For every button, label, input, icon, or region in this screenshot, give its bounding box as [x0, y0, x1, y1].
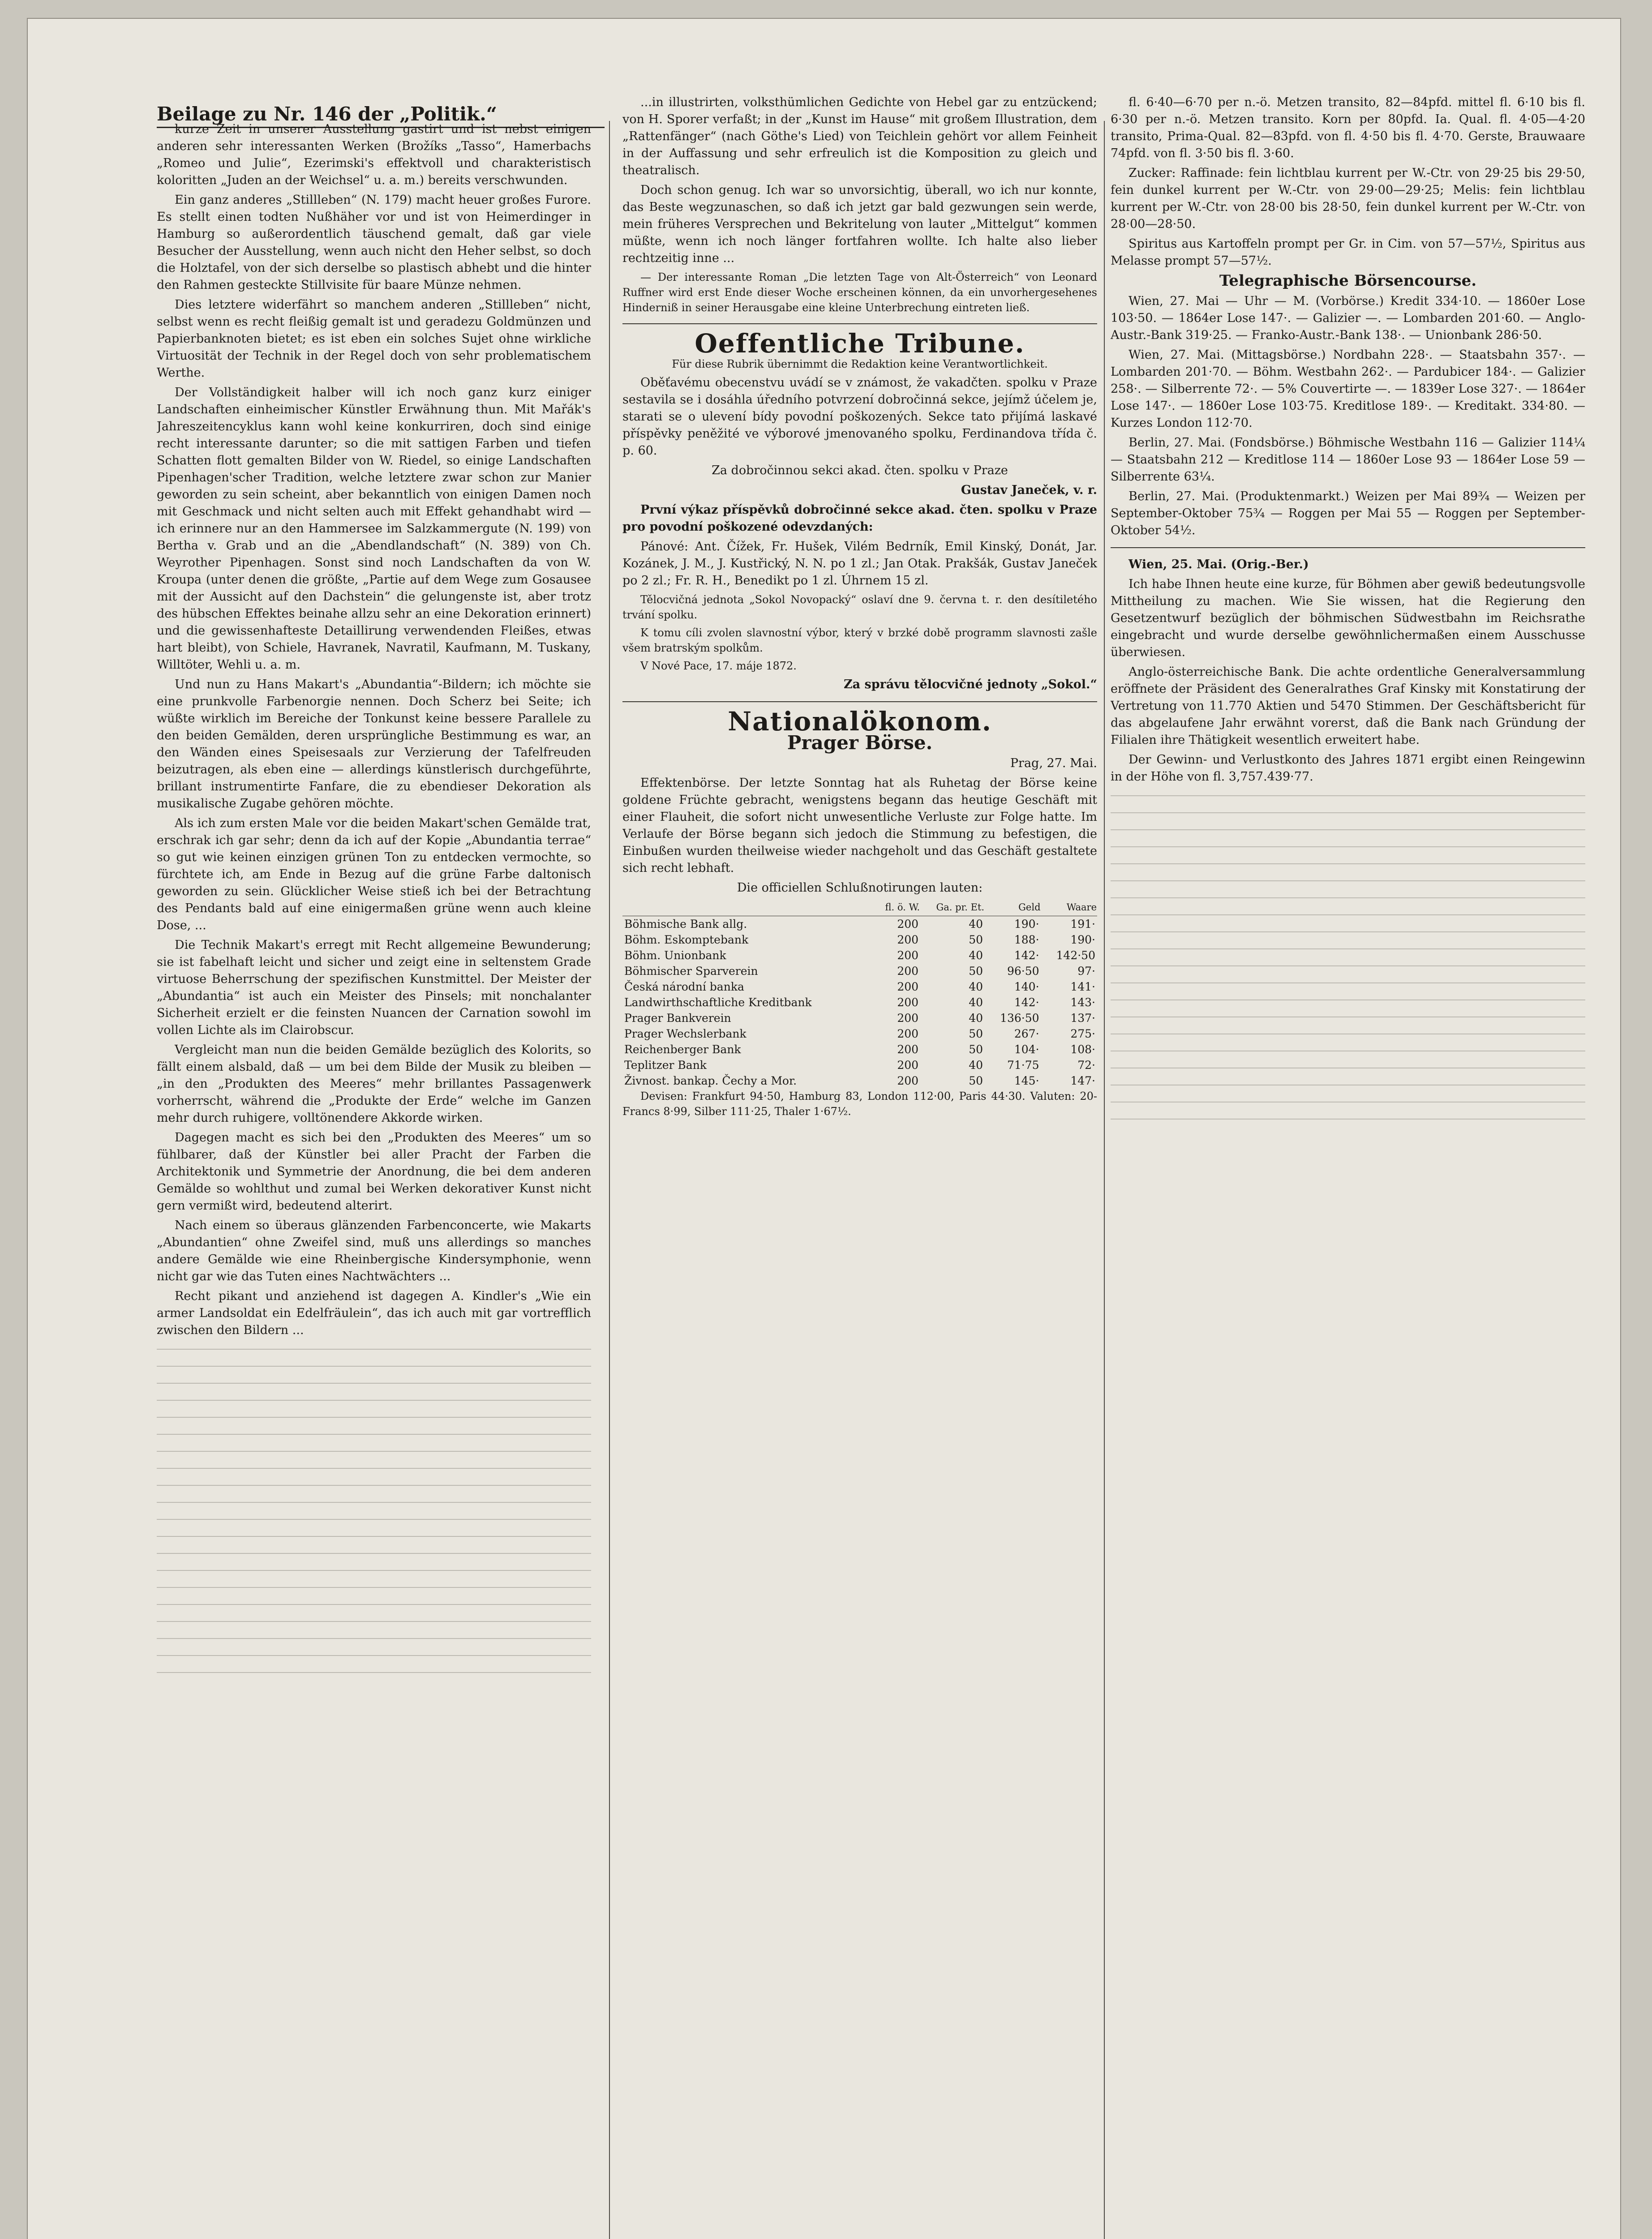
tribune-paragraph: Tělocvičná jednota „Sokol Novopacký“ oslaví dne 9. června t. r. den desítiletého trvání spolku. [622, 593, 1097, 621]
table-header-cell: Geld [985, 899, 1041, 916]
article-paragraph: Die Technik Makart's erregt mit Recht allgemeine Bewunderung; sie ist fabelhaft leicht und sicher und zeigt eine in seltenstem Grade virtuose Beherrschung der spezifischen Kunstmittel. Der Meister der „Abundantia“ ist auch ein Meister des Pinsels; mit nonchalanter Sicherheit erzielt er die feinsten Nuancen der Carnation sowohl im vollen Lichte als im Clairobscur. [157, 938, 591, 1037]
table-cell: 147· [1070, 1074, 1095, 1087]
table-cell: 200 [897, 933, 919, 946]
tribune-signature: Gustav Janeček, v. r. [961, 483, 1097, 497]
tribune-paragraph: K tomu cíli zvolen slavnostní výbor, který v brzké době programm slavnosti zašle všem bratrským spolkům. [622, 626, 1097, 654]
tribune-disclaimer: Für diese Rubrik übernimmt die Redaktion keine Verantwortlichkeit. [672, 358, 1048, 370]
table-cell: 71·75 [1007, 1059, 1039, 1072]
table-header-cell: fl. ö. W. [874, 899, 921, 916]
article-paragraph: Doch schon genug. Ich war so unvorsichtig, überall, wo ich nur konnte, das Beste wegzunaschen, so daß ich jetzt gar bald gezwungen sein werde, mein früheres Versprechen und Bekritelung von lauter „Mittelgut“ kommen müßte, wenn ich noch länger fortfahren wollte. Ich halte also lieber rechtzeitig inne ... [622, 183, 1097, 265]
table-cell: 188· [1014, 933, 1039, 946]
table-cell: Prager Wechslerbank [624, 1027, 747, 1040]
dateline: Prag, 27. Mai. [1010, 756, 1097, 770]
table-header-cell [622, 899, 874, 916]
section-heading-economy: Nationalökonom. [728, 706, 992, 737]
table-row [622, 1073, 1097, 1089]
table-cell: 72· [1077, 1059, 1095, 1072]
table-cell: Česká národní banka [624, 980, 744, 993]
article-paragraph: Vergleicht man nun die beiden Gemälde bezüglich des Kolorits, so fällt einem alsbald, daß — um bei dem Bilde der Musik zu bleiben — „in den „Produkten des Meeres“ mehr brillantes Passagenwerk vorherrscht, während die „Produkte der Erde“ welche im Ganzen mehr durch ruhigere, volltönendere Akkorde wirken. [157, 1043, 591, 1125]
article-paragraph: Anglo-österreichische Bank. Die achte ordentliche Generalversammlung eröffnete der Präsident des Generalrathes Graf Kinsky mit Konstatirung der Vertretung von 11.770 Aktien und 5470 Stimmen. Der Geschäftsbericht für das abgelaufene Jahr erwähnt vorerst, daß die Bank nach Gründung der Filialen ihre Thätigkeit wesentlich erweitert habe. [1111, 665, 1585, 747]
table-cell: 200 [897, 980, 919, 993]
telegraph-paragraph: Wien, 27. Mai. (Mittagsbörse.) Nordbahn 228·. — Staatsbahn 357·. — Lombarden 201·70. — Böhm. Westbahn 262·. — Pardubicer 184·. — Galizier 258·. — Silberrente 72·. — 5% Couvertirte —. — 1839er Lose 327·. — 1864er Lose 147·. — 1860er Lose 103·75. Kreditlose 189·. — Kreditakt. 334·80. — Kurzes London 112·70. [1111, 348, 1585, 430]
table-cell: 142· [1014, 949, 1039, 962]
text-lines-continuation [157, 1343, 591, 1684]
dateline: Wien, 25. Mai. (Orig.-Ber.) [1129, 558, 1309, 571]
table-cell: 140· [1014, 980, 1039, 993]
economy-paragraph: Devisen: Frankfurt 94·50, Hamburg 83, London 112·00, Paris 44·30. Valuten: 20-Francs 8·99, Silber 111·25, Thaler 1·67½. [622, 1090, 1097, 1118]
table-row [622, 932, 1097, 948]
telegraph-paragraph: Wien, 27. Mai — Uhr — M. (Vorbörse.) Kredit 334·10. — 1860er Lose 103·50. — 1864er Lose 147·. — Galizier —. — Lombarden 201·60. — Anglo-Austr.-Bank 319·25. — Franko-Austr.-Bank 138·. — Unionbank 286·50. [1111, 294, 1585, 342]
table-cell: 267· [1014, 1027, 1039, 1040]
table-cell: Prager Bankverein [624, 1012, 731, 1025]
table-row [622, 1057, 1097, 1073]
table-cell: 200 [897, 965, 919, 978]
table-cell: Böhm. Unionbank [624, 949, 726, 962]
table-header-row [622, 899, 1097, 916]
table-cell: Živnost. bankap. Čechy a Mor. [624, 1074, 797, 1087]
section-heading-telegraph: Telegraphische Börsencourse. [1219, 272, 1477, 290]
economy-paragraph: Die officiellen Schlußnotirungen lauten: [737, 881, 983, 895]
section-subheading: Prager Börse. [787, 732, 933, 754]
table-cell: Böhmischer Sparverein [624, 965, 758, 978]
page-header: Beilage zu Nr. 146 der „Politik.“ [157, 103, 605, 128]
table-cell: 50 [969, 1043, 983, 1056]
article-paragraph: Dagegen macht es sich bei den „Produkten des Meeres“ um so fühlbarer, daß der Künstler bei aller Pracht der Farben die Architektonik und Symmetrie der Anordnung, die bei dem anderen Gemälde so wohlthut und zumal bei Werken dekorativer Kunst nicht gern vermißt wird, bedeutend alterirt. [157, 1131, 591, 1213]
column-3 [1111, 94, 1585, 1130]
table-cell: 142· [1014, 996, 1039, 1009]
article-paragraph: Der Gewinn- und Verlustkonto des Jahres 1871 ergibt einen Reingewinn in der Höhe von fl. 3,757.439·77. [1111, 753, 1585, 784]
table-cell: 40 [969, 1059, 983, 1072]
table-row [622, 995, 1097, 1010]
market-paragraph: fl. 6·40—6·70 per n.-ö. Metzen transito, 82—84pfd. mittel fl. 6·10 bis fl. 6·30 per n.-ö. Metzen transito. Korn per 80pfd. Ia. Qual. fl. 4·05—4·20 transito, Prima-Qual. 82—83pfd. von fl. 4·50 bis fl. 4·70. Gerste, Brauwaare 74pfd. von fl. 3·50 bis fl. 3·60. [1111, 95, 1585, 160]
telegraph-paragraph: Berlin, 27. Mai. (Produktenmarkt.) Weizen per Mai 89¾ — Weizen per September-Oktober 75¾ — Roggen per Mai 55 — Roggen per September-Oktober 54½. [1111, 489, 1585, 537]
table-cell: 200 [897, 1043, 919, 1056]
market-paragraph: Zucker: Raffinade: fein lichtblau kurrent per W.-Ctr. von 29·25 bis 29·50, fein dunkel kurrent per W.-Ctr. von 29·00—29·25; Melis: fein lichtblau kurrent per W.-Ctr. von 28·00 bis 28·50, fein dunkel kurrent per W.-Ctr. von 28·00—28·50. [1111, 166, 1585, 231]
section-heading-tribune: Oeffentliche Tribune. [695, 328, 1025, 359]
tribune-paragraph: Pánové: Ant. Čížek, Fr. Hušek, Vilém Bedrník, Emil Kinský, Donát, Jar. Kozánek, J. M., J. Kustřický, N. N. po 1 zl.; Jan Otak. Prakšák, Gustav Janeček po 2 zl.; Fr. R. H., Benedikt po 1 zl. Úhrnem 15 zl. [622, 540, 1097, 588]
table-cell: 200 [897, 996, 919, 1009]
table-cell: 200 [897, 1027, 919, 1040]
table-cell: 40 [969, 996, 983, 1009]
stock-table [622, 899, 1097, 1089]
tribune-paragraph: První výkaz příspěvků dobročinné sekce akad. čten. spolku v Praze pro povodní poškozené odevzdaných: [622, 503, 1097, 534]
table-cell: 40 [969, 918, 983, 931]
article-paragraph: ...in illustrirten, volksthümlichen Gedichte von Hebel gar zu entzückend; von H. Sporer verfaßt; in der „Kunst im Hause“ mit großem Illustration, dem „Rattenfänger“ (nach Göthe's Lied) von Teichlein gehört vor allem Feinheit in der Auffassung und sehr erfreulich ist die Komposition zu gleich und theatralisch. [622, 95, 1097, 177]
article-paragraph: Dies letztere widerfährt so manchem anderen „Stillleben“ nicht, selbst wenn es recht fleißig gemalt ist und geradezu Goldmünzen und Papierbanknoten bietet; es ist eben ein solches Sujet ohne wirkliche Virtuosität der Technik in der Regel doch von sehr problematischem Werthe. [157, 298, 591, 380]
column-2 [622, 94, 1097, 1122]
table-cell: 50 [969, 965, 983, 978]
table-cell: 200 [897, 1012, 919, 1025]
table-row [622, 916, 1097, 932]
table-cell: 137· [1070, 1012, 1095, 1025]
article-paragraph: Und nun zu Hans Makart's „Abundantia“-Bildern; ich möchte sie eine prunkvolle Farbenorgie nennen. Doch Scherz bei Seite; ich wüßte wirklich im Bereiche der Tonkunst keine bessere Parallele zu den beiden Gemälden, deren ursprüngliche Bestimmung es war, an den Wänden eines Speisesaals zur Verzierung der Tafelfreuden beizutragen, als eben eine — allerdings künstlerisch durchgeführte, brillant instrumentirte Fanfare, die zu ebendieser Dekoration als musikalische Zugabe gehören möchte. [157, 678, 591, 811]
table-cell: 145· [1014, 1074, 1039, 1087]
article-paragraph: Ein ganz anderes „Stillleben“ (N. 179) macht heuer großes Furore. Es stellt einen todten Nußhäher vor und ist von Heimerdinger in Hamburg so außerordentlich täuschend gemalt, daß gar viele Besucher der Ausstellung, wenn auch nicht den Heher selbst, so doch die Holztafel, von der sich derselbe so plastisch abhebt und die hinter den Rahmen gesteckte Stillvisite für baare Münze nehmen. [157, 193, 591, 292]
table-cell: 200 [897, 918, 919, 931]
table-cell: 50 [969, 1027, 983, 1040]
table-cell: 141· [1070, 980, 1095, 993]
table-cell: 200 [897, 1074, 919, 1087]
section-rule [622, 701, 1097, 702]
table-header-cell: Waare [1041, 899, 1097, 916]
tribune-signature: Za správu tělocvičné jednoty „Sokol.“ [843, 678, 1097, 691]
newspaper-page [27, 18, 1621, 2239]
article-paragraph: kurze Zeit in unserer Ausstellung gastirt und ist nebst einigen anderen sehr interessanten Werken (Brožíks „Tasso“, Hamerbachs „Romeo und Julie“, Ezerimski's effektvoll und charakteristisch koloritten „Juden an der Weichsel“ u. a. m.) bereits verschwunden. [157, 122, 591, 187]
column-1 [157, 121, 591, 1684]
column-divider [609, 121, 610, 2239]
table-cell: 142·50 [1056, 949, 1095, 962]
table-cell: 50 [969, 933, 983, 946]
table-cell: 50 [969, 1074, 983, 1087]
table-cell: 96·50 [1007, 965, 1039, 978]
article-paragraph: Nach einem so überaus glänzenden Farbenconcerte, wie Makarts „Abundantien“ ohne Zweifel sind, muß uns allerdings so manches andere Gemälde wie eine Rheinbergische Kindersymphonie, wenn nicht gar wie das Tuten eines Nachtwächters ... [157, 1218, 591, 1283]
tribune-paragraph: V Nové Pace, 17. máje 1872. [640, 660, 797, 672]
table-row [622, 948, 1097, 963]
article-paragraph: Ich habe Ihnen heute eine kurze, für Böhmen aber gewiß bedeutungsvolle Mittheilung zu machen. Wie Sie wissen, hat die Regierung den Gesetzentwurf bezüglich der böhmischen Südwestbahn im Reichsrathe eingebracht und wurde derselbe gewöhnlichermaßen einem Ausschusse überwiesen. [1111, 577, 1585, 659]
table-header-cell: Ga. pr. Et. [920, 899, 985, 916]
table-cell: 108· [1070, 1043, 1095, 1056]
table-cell: 190· [1014, 918, 1039, 931]
column-divider [1104, 121, 1105, 2239]
tribune-paragraph: Za dobročinnou sekci akad. čten. spolku v Praze [712, 463, 1008, 477]
table-cell: 275· [1070, 1027, 1095, 1040]
table-cell: 200 [897, 949, 919, 962]
table-row [622, 1026, 1097, 1042]
table-cell: 191· [1070, 918, 1095, 931]
table-row [622, 963, 1097, 979]
table-row [622, 1010, 1097, 1026]
market-paragraph: Spiritus aus Kartoffeln prompt per Gr. in Cim. von 57—57½, Spiritus aus Melasse prompt 57—57½. [1111, 237, 1585, 268]
table-cell: Teplitzer Bank [624, 1059, 707, 1072]
table-cell: Reichenberger Bank [624, 1043, 741, 1056]
tribune-paragraph: Oběťavému obecenstvu uvádí se v známost, že vakadčten. spolku v Praze sestavila se i dosáhla úředního potvrzení dobročinná sekce, jejímž účelem je, starati se o ulevení bídy povodní poškozených. Sekce tato přijímá laskavé příspěvky peněžité ve výborové jmenovaného spolku, Ferdinandova třída č. p. 60. [622, 376, 1097, 458]
table-cell: 136·50 [1000, 1012, 1039, 1025]
table-cell: Landwirthschaftliche Kreditbank [624, 996, 812, 1009]
table-cell: 40 [969, 1012, 983, 1025]
table-cell: 143· [1070, 996, 1095, 1009]
stock-table-body [622, 916, 1097, 1089]
table-row [622, 979, 1097, 995]
table-cell: 40 [969, 949, 983, 962]
text-lines-continuation [1111, 790, 1585, 1130]
section-rule [622, 323, 1097, 324]
article-paragraph: Als ich zum ersten Male vor die beiden Makart'schen Gemälde trat, erschrak ich gar sehr; denn da ich auf der Kopie „Abundantia terrae“ so gut wie keinen einzigen grünen Ton zu entdecken vermochte, so fürchtete ich, am Ende in Bezug auf die grüne Farbe daltonisch geworden zu sein. Glücklicher Weise stieß ich bei der Betrachtung des Pendants bald auf eine einigermaßen grüne wenn auch kleine Dose, ... [157, 816, 591, 932]
table-cell: 200 [897, 1059, 919, 1072]
article-paragraph: Der Vollständigkeit halber will ich noch ganz kurz einiger Landschaften einheimischer Künstler Erwähnung thun. Mit Mařák's Jahreszeitencyklus kann wohl keine konkurriren, doch sind einige recht interessante darunter; so die mit sattigen Farben und tiefen Schatten flott gemalten Bilder von W. Riedel, so einige Landschaften Pipenhagen'scher Tradition, welche letztere zwar schon zur Manier geworden zu sein scheint, aber bekanntlich von einigen Damen noch mit Geschmack und nicht selten auch mit Effekt gehandhabt wird — ich erinnere nur an den Hammersee im Salzkammergute (N. 199) von Bertha v. Grab und an die „Abendlandschaft“ (N. 389) von Ch. Weyrother Pipenhagen. Sonst sind noch Landschaften da von W. Kroupa (unter denen die größte, „Partie auf dem Wege zum Gosausee mit der Aussicht auf den Dachstein“ die gelungenste ist, aber trotz des hübschen Effektes beinahe allzu sehr an eine Dekoration erinnert) und die gewissenhafteste Detaillirung verwendenden Fleißes, etwas hart bleibt), von Schiele, Havranek, Navratil, Kaufmann, M. Tuskany, Willtöter, Wehli u. a. m. [157, 386, 591, 672]
section-rule [1111, 547, 1585, 548]
table-row [622, 1042, 1097, 1057]
table-cell: 40 [969, 980, 983, 993]
table-cell: 104· [1014, 1043, 1039, 1056]
economy-paragraph: Effektenbörse. Der letzte Sonntag hat als Ruhetag der Börse keine goldene Früchte gebracht, wenigstens begann das heutige Geschäft mit einer Flauheit, die sofort nicht unwesentliche Verluste zur Folge hatte. Im Verlaufe der Börse begann sich jedoch die Stimmung zu befestigen, die Einbußen wurden theilweise wieder nachgeholt und das Geschäft gestaltete sich recht lebhaft. [622, 776, 1097, 875]
table-cell: Böhmische Bank allg. [624, 918, 747, 931]
table-cell: Böhm. Eskomptebank [624, 933, 749, 946]
article-paragraph: — Der interessante Roman „Die letzten Tage von Alt-Österreich“ von Leonard Ruffner wird erst Ende dieser Woche erscheinen können, da ein unvorhergesehenes Hinderniß in seiner Herausgabe eine kleine Unterbrechung eintreten ließ. [622, 271, 1097, 314]
article-paragraph: Recht pikant und anziehend ist dagegen A. Kindler's „Wie ein armer Landsoldat ein Edelfräulein“, das ich auch mit gar vortrefflich zwischen den Bildern ... [157, 1289, 591, 1337]
table-cell: 190· [1070, 933, 1095, 946]
table-cell: 97· [1077, 965, 1095, 978]
telegraph-paragraph: Berlin, 27. Mai. (Fondsbörse.) Böhmische Westbahn 116 — Galizier 114¼ — Staatsbahn 212 — Kreditlose 114 — 1860er Lose 93 — 1864er Lose 59 — Silberrente 63¼. [1111, 436, 1585, 484]
